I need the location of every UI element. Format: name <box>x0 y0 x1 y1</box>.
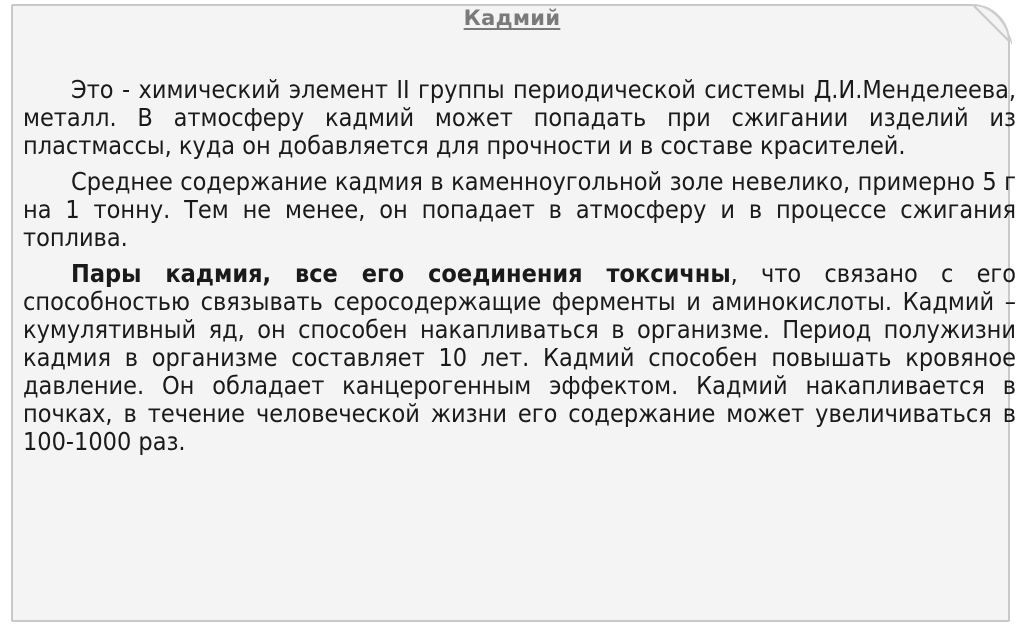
bold-lead-text: Пары кадмия, все его соединения токсичны <box>71 259 731 288</box>
slide-title: Кадмий <box>463 6 561 30</box>
paragraph-text: Среднее содержание кадмия в каменноугольной золе невелико, примерно 5 г на 1 тонну. Тем не менее, он попадает в атмосферу и в процессе сжигания топлива. <box>23 167 1016 252</box>
paragraph-toxicity <box>23 260 1016 456</box>
paragraph-text: Это - химический элемент II группы периодической системы Д.И.Менделеева, металл. В атмосферу кадмий может попадать при сжигании изделий из пластмассы, куда он добавляется для прочности и в составе красителей. <box>23 75 1016 160</box>
paragraph-content <box>23 168 1016 252</box>
paragraph-definition <box>23 76 1016 160</box>
slide-body <box>23 76 1016 456</box>
paragraph-text: , что связано с его способностью связывать серосодержащие ферменты и аминокислоты. Кадмий – кумулятивный яд, он способен накапливаться в организме. Период полужизни кадмия в организме составляет 10 лет. Кадмий способен повышать кровяное давление. Он обладает канцерогенным эффектом. Кадмий накапливается в почках, в течение человеческой жизни его содержание может увеличиваться в 100-1000 раз. <box>23 259 1016 456</box>
